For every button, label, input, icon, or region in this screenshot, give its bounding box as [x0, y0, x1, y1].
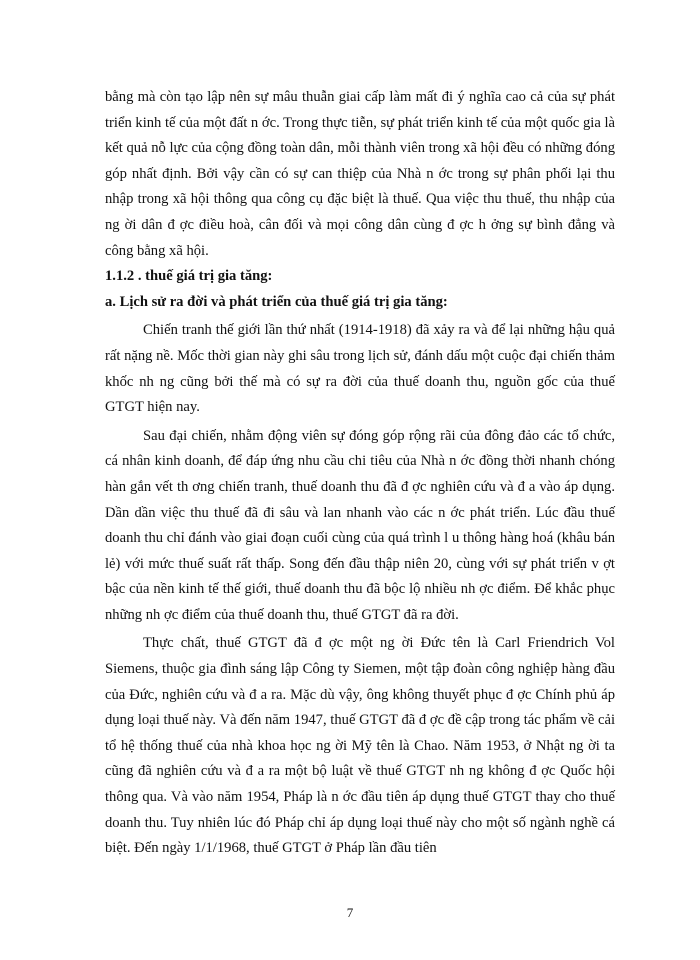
body-paragraph-2: Chiến tranh thế giới lần thứ nhất (1914-1918) đã xảy ra và để lại những hậu quả rất nặng nề. Mốc thời gian này ghi sâu trong lịch sử, đánh dấu một cuộc đại chiến thảm khốc nh ng cũng bởi thế mà có sự ra đời của thuế doanh thu, nguồn gốc của thuế GTGT hiện nay. — [105, 322, 615, 416]
page-number: 7 — [346, 905, 354, 920]
document-page — [105, 85, 615, 862]
subsection-heading-a: a. Lịch sử ra đời và phát triển của thuế giá trị gia tăng: — [105, 293, 448, 310]
section-heading-1-1-2: 1.1.2 . thuế giá trị gia tăng: — [105, 268, 273, 285]
body-paragraph-4: Thực chất, thuế GTGT đã đ ợc một ng ời Đức tên là Carl Friendrich Vol Siemens, thuộc gia đình sáng lập Công ty Siemen, một tập đoàn công nghiệp hàng đầu của Đức, nghiên cứu và đ a ra. Mặc dù vậy, ông không thuyết phục đ ợc Chính phủ áp dụng loại thuế này. Và đến năm 1947, thuế GTGT đã đ ợc đề cập trong tác phẩm về cải tổ hệ thống thuế của nhà khoa học ng ời Mỹ tên là Chao. Năm 1953, ở Nhật ng ời ta cũng đã nghiên cứu và đ a ra một bộ luật về thuế GTGT nh ng không đ ợc Quốc hội thông qua. Và vào năm 1954, Pháp là n ớc đầu tiên áp dụng thuế GTGT thay cho thuế doanh thu. Tuy nhiên lúc đó Pháp chỉ áp dụng loại thuế này cho một số ngành nghề cá biệt. Đến ngày 1/1/1968, thuế GTGT ở Pháp lần đầu tiên — [105, 635, 615, 857]
body-paragraph-1: bằng mà còn tạo lập nên sự mâu thuẫn giai cấp làm mất đi ý nghĩa cao cả của sự phát triển kinh tế của một đất n ớc. Trong thực tiễn, sự phát triển kinh tế của một quốc gia là kết quả nỗ lực của cộng đồng toàn dân, mỗi thành viên trong xã hội đều có những đóng góp nhất định. Bởi vậy cần có sự can thiệp của Nhà n ớc trong sự phân phối lại thu nhập trong xã hội thông qua công cụ đặc biệt là thuế. Qua việc thu thuế, thu nhập của ng ời dân đ ợc điều hoà, cân đối và mọi công dân cùng đ ợc h ởng sự bình đẳng và công bằng xã hội. — [105, 89, 615, 259]
body-paragraph-3: Sau đại chiến, nhằm động viên sự đóng góp rộng rãi của đông đảo các tổ chức, cá nhân kinh doanh, để đáp ứng nhu cầu chi tiêu của Nhà n ớc đồng thời nhanh chóng hàn gắn vết th ơng chiến tranh, thuế doanh thu đã đ ợc nghiên cứu và đ a vào áp dụng. Dần dần việc thu thuế đã đi sâu và lan nhanh vào các n ớc phát triển. Lúc đầu thuế doanh thu chỉ đánh vào giai đoạn cuối cùng của quá trình l u thông hàng hoá (khâu bán lẻ) với mức thuế suất rất thấp. Song đến đầu thập niên 20, cùng với sự phát triển v ợt bậc của nền kinh tế thế giới, thuế doanh thu đã bộc lộ nhiều nh ợc điểm. Để khắc phục những nh ợc điểm của thuế doanh thu, thuế GTGT đã ra đời. — [105, 427, 615, 623]
